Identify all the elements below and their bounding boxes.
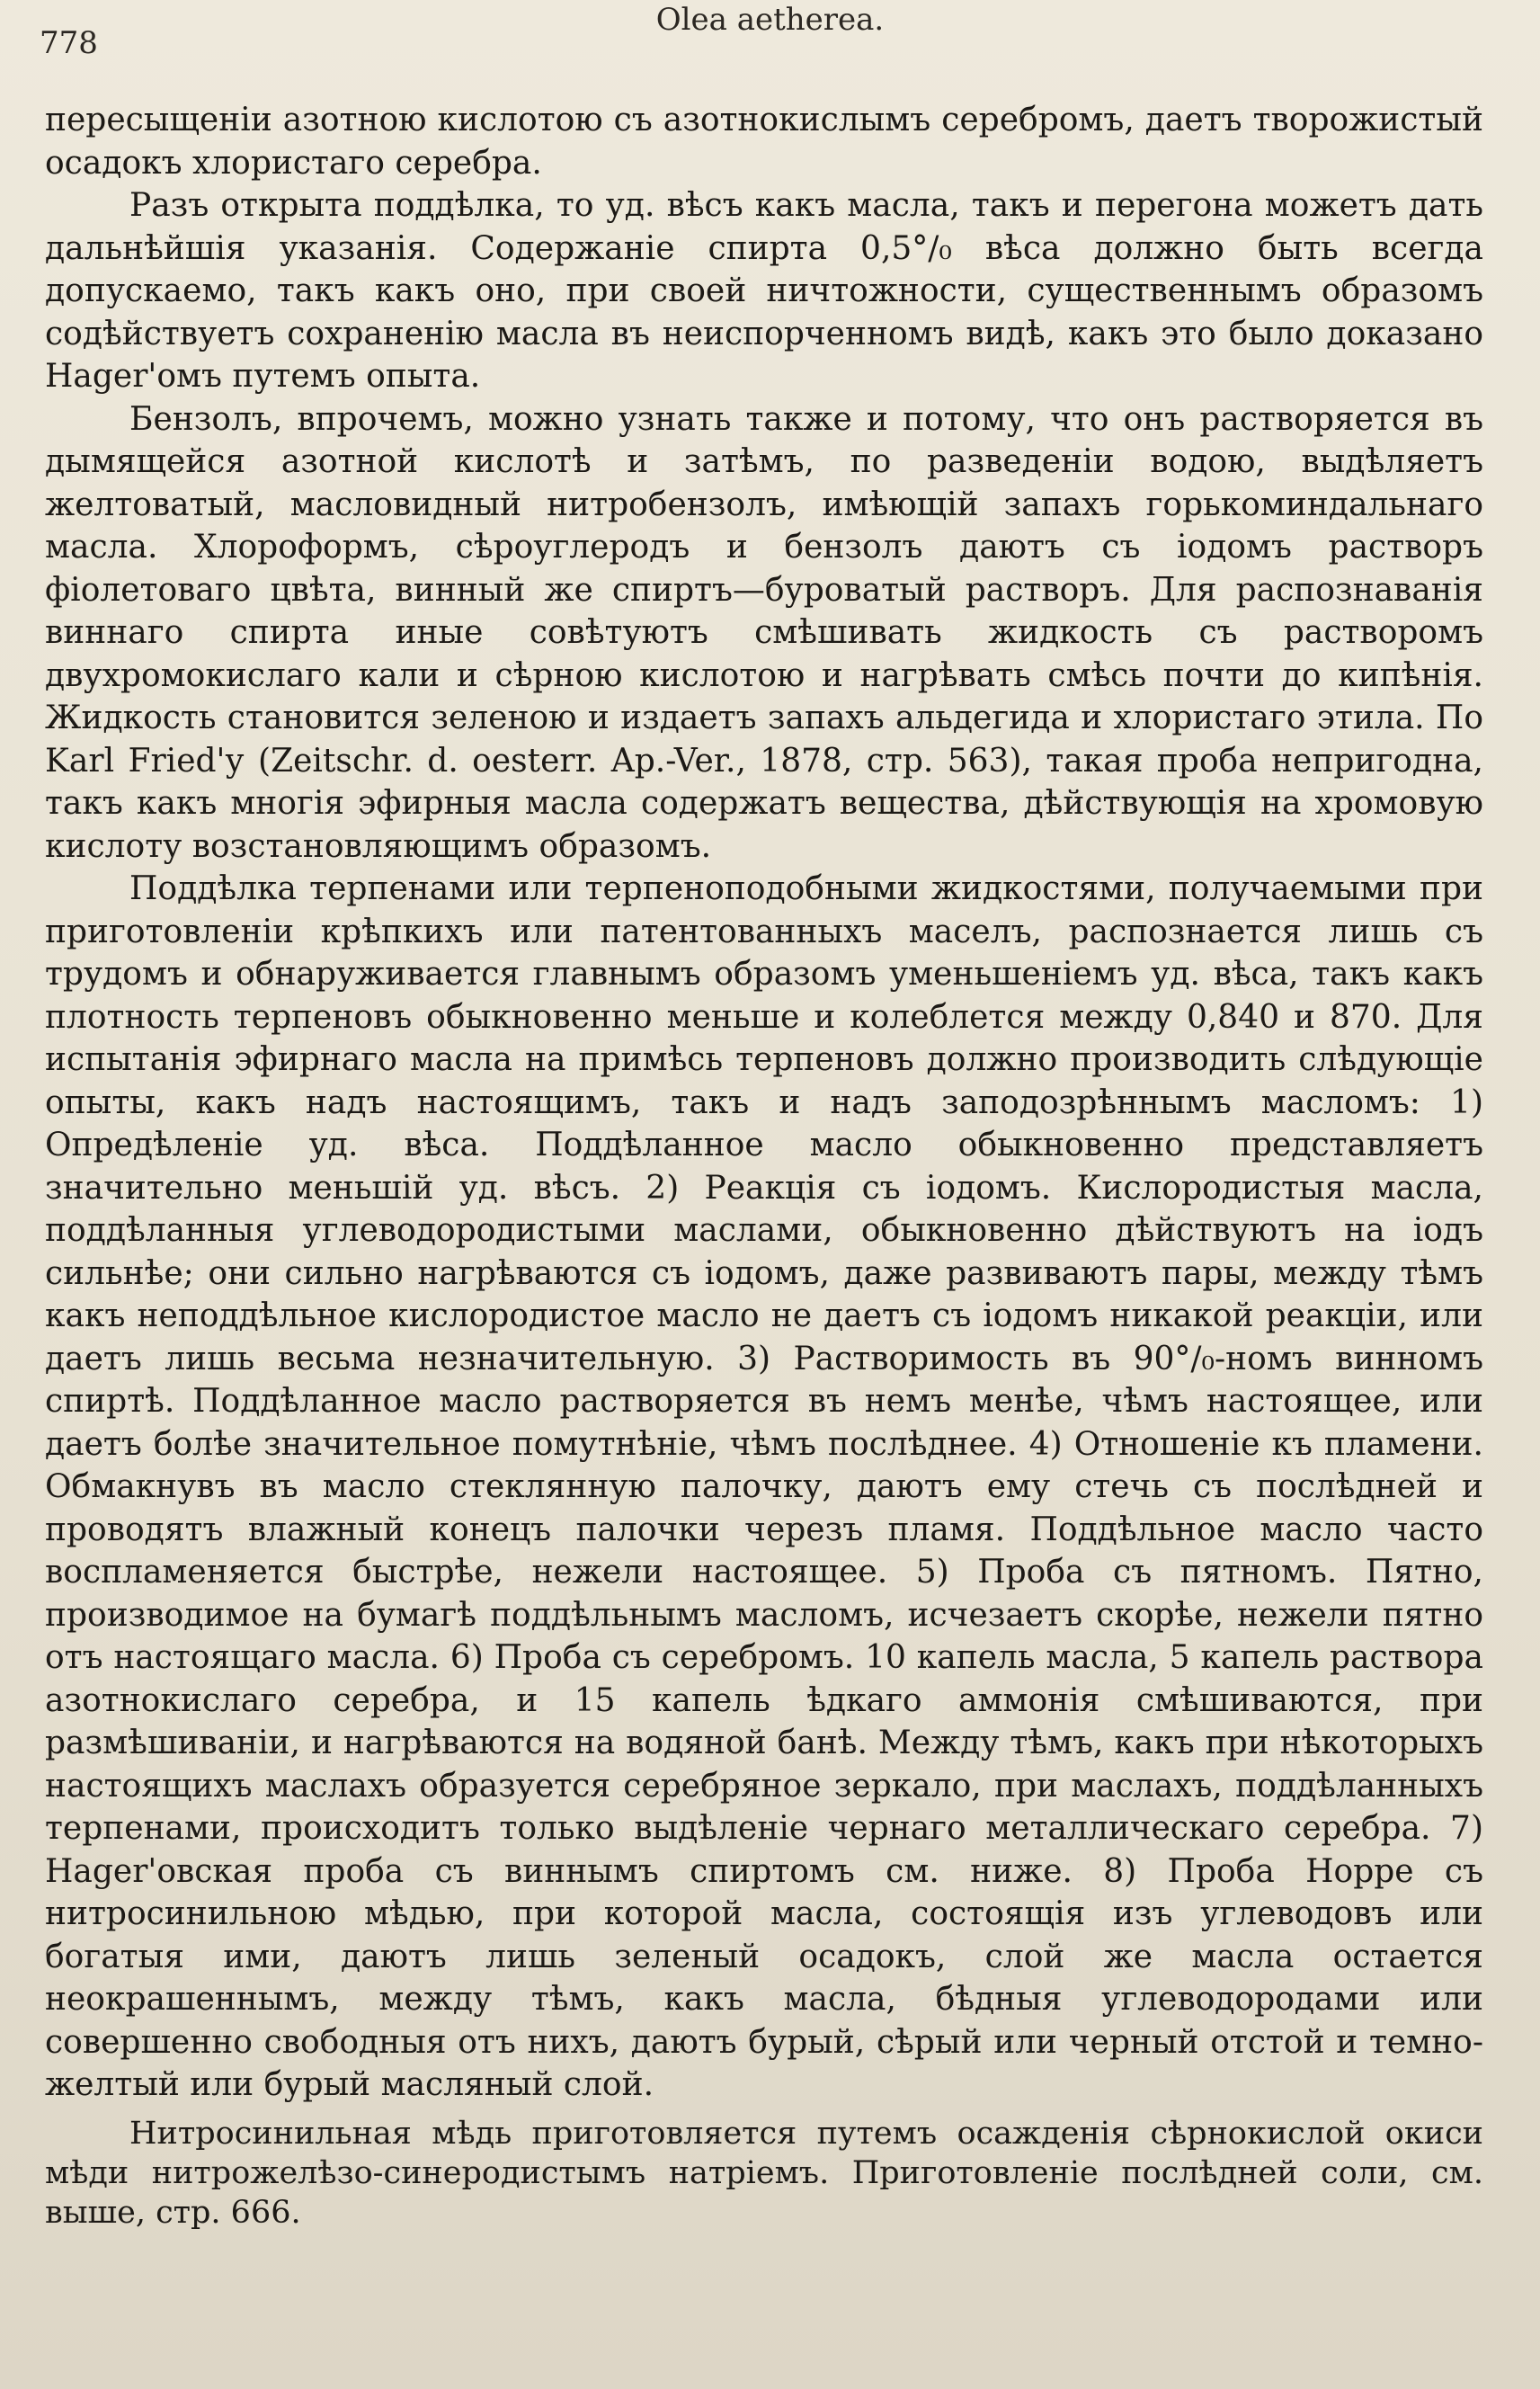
paragraph-4: Поддѣлка терпенами или терпеноподобными жидкостями, получаемыми при приготовленiи крѣпкихъ или патентованныхъ маселъ, распознается лишь съ трудомъ и обнаруживается главнымъ образомъ уменьшенiемъ уд. вѣса, такъ какъ плотность терпеновъ обыкновенно меньше и колеблется между 0,840 и 870. Для испытанiя эфирнаго масла на примѣсь терпеновъ должно производить слѣдующiе опыты, какъ надъ настоящимъ, такъ и надъ заподозрѣннымъ масломъ: 1) Опредѣленiе уд. вѣса. Поддѣланное масло обыкновенно представляетъ значительно меньшiй уд. вѣсъ. 2) Реакцiя съ iодомъ. Кислородистыя масла, поддѣланныя углеводородистыми маслами, обыкновенно дѣйствуютъ на iодъ сильнѣе; они сильно нагрѣваются съ iодомъ, даже развиваютъ пары, между тѣмъ какъ неподдѣльное кислородистое масло не даетъ съ iодомъ никакой реакцiи, или даетъ лишь весьма незначительную. 3) Растворимость въ 90°/₀-номъ винномъ спиртѣ. Поддѣланное масло растворяется въ немъ менѣе, чѣмъ настоящее, или даетъ болѣе значительное помутнѣнiе, чѣмъ послѣднее. 4) Отношенiе къ пламени. Обмакнувъ въ масло стеклянную палочку, даютъ ему стечь съ послѣдней и проводятъ влажный конецъ палочки черезъ пламя. Поддѣльное масло часто воспламеняется быстрѣе, нежели настоящее. 5) Проба съ пятномъ. Пятно, производимое на бумагѣ поддѣльнымъ масломъ, исчезаетъ скорѣе, нежели пятно отъ настоящаго масла. 6) Проба съ серебромъ. 10 капель масла, 5 капель раствора азотнокислаго серебра, и 15 капель ѣдкаго аммонiя смѣшиваются, при размѣшиванiи, и нагрѣваются на водяной банѣ. Между тѣмъ, какъ при нѣкоторыхъ настоящихъ маслахъ образуется серебряное зеркало, при маслахъ, поддѣланныхъ терпенами, происходитъ только выдѣленiе чернаго металлическаго серебра. 7) Hager'овская проба съ виннымъ спиртомъ см. ниже. 8) Проба Hoppe съ нитросинильною мѣдью, при которой масла, состоящiя изъ углеводовъ или богатыя ими, даютъ лишь зеленый осадокъ, слой же масла остается неокрашеннымъ, между тѣмъ, какъ масла, бѣдныя углеводородами или совершенно свободныя отъ нихъ, даютъ бурый, сѣрый или черный отстой и темно-желтый или бурый масляный слой. — [45, 870, 1483, 2103]
paragraph-3: Бензолъ, впрочемъ, можно узнать также и потому, что онъ растворяется въ дымящейся азотной кислотѣ и затѣмъ, по разведенiи водою, выдѣляетъ желтоватый, масловидный нитробензолъ, имѣющiй запахъ горькоминдальнаго масла. Хлороформъ, сѣроуглеродъ и бензолъ даютъ съ iодомъ растворъ фiолетоваго цвѣта, винный же спиртъ—буроватый растворъ. Для распознаванiя виннаго спирта иные совѣтуютъ смѣшивать жидкость съ растворомъ двухромокислаго кали и сѣрною кислотою и нагрѣвать смѣсь почти до кипѣнiя. Жидкость становится зеленою и издаетъ запахъ альдегида и хлористаго этила. По Karl Fried'у (Zeitschr. d. oesterr. Ap.-Ver., 1878, стр. 563), такая проба непригодна, такъ какъ многiя эфирныя масла содержатъ вещества, дѣйствующiя на хромовую кислоту возстановляющимъ образомъ. — [45, 400, 1483, 865]
body-text — [45, 99, 1483, 2233]
paragraph-note: Нитросинильная мѣдь приготовляется путемъ осажденiя сѣрнокислой окиси мѣди нитрожелѣзо-синеродистымъ натрiемъ. Приготовленiе послѣдней соли, см. выше, стр. 666. — [45, 2115, 1483, 2231]
paragraph-1: пересыщенiи азотною кислотою съ азотнокислымъ серебромъ, даетъ творожистый осадокъ хлористаго серебра. — [45, 102, 1483, 182]
paragraph-2: Разъ открыта поддѣлка, то уд. вѣсъ какъ масла, такъ и перегона можетъ дать дальнѣйшiя указанiя. Содержанiе спирта 0,5°/₀ вѣса должно быть всегда допускаемо, такъ какъ оно, при своей ничтожности, существеннымъ образомъ содѣйствуетъ сохраненiю масла въ неиспорченномъ видѣ, какъ это было доказано Hager'омъ путемъ опыта. — [45, 187, 1483, 395]
page-number: 778 — [40, 25, 98, 61]
page-header — [0, 0, 1540, 61]
running-head: Olea aetherea. — [655, 2, 885, 38]
